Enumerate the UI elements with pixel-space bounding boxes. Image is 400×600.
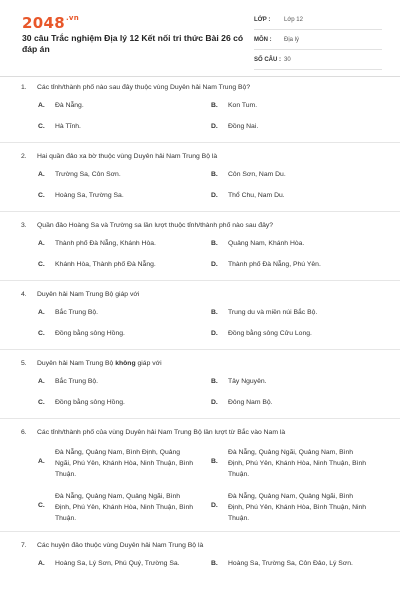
logo-text: 2048	[22, 14, 65, 32]
option-letter: B.	[211, 560, 218, 567]
question-number: 2.	[21, 153, 27, 160]
option-text: Hoàng Sa, Trường Sa.	[55, 192, 124, 199]
option-letter: D.	[211, 261, 218, 268]
question-number: 7.	[21, 542, 27, 549]
question-list	[0, 82, 400, 596]
option-text: Quảng Nam, Khánh Hòa.	[228, 240, 305, 247]
question	[0, 540, 400, 596]
options	[0, 240, 400, 276]
question-stem: Các huyện đảo thuộc vùng Duyên hải Nam Trung Bộ là	[37, 542, 204, 549]
option-text: Đồng bằng sông Cửu Long.	[228, 330, 312, 337]
option-text: Côn Sơn, Nam Du.	[228, 171, 286, 178]
question	[0, 289, 400, 350]
question-text	[0, 82, 400, 102]
page-title: 30 câu Trắc nghiệm Địa lý 12 Kết nối tri thức Bài 26 có đáp án	[22, 33, 244, 54]
meta-value: 30	[284, 57, 291, 63]
option-text: Đồng Nai.	[228, 123, 259, 130]
question-text	[0, 289, 400, 309]
option-text: Bắc Trung Bộ.	[55, 309, 99, 316]
option-text: Kon Tum.	[228, 102, 258, 109]
option-letter: C.	[38, 192, 45, 199]
option-letter: C.	[38, 261, 45, 268]
option-letter: A.	[38, 378, 45, 385]
option-text: Hà Tĩnh.	[55, 123, 81, 130]
question-divider	[0, 531, 400, 532]
option-letter: B.	[211, 102, 218, 109]
meta-value: Lớp 12	[284, 17, 303, 23]
options	[0, 102, 400, 138]
question-stem: Các tỉnh/thành phố nào sau đây thuộc vùng Duyên hải Nam Trung Bộ?	[37, 84, 251, 91]
question-text	[0, 540, 400, 560]
option-text: Bắc Trung Bộ.	[55, 378, 99, 385]
option-letter: D.	[211, 399, 218, 406]
option-text: Đà Nẵng.	[55, 102, 84, 109]
question-divider	[0, 280, 400, 281]
question-stem: Duyên hải Nam Trung Bộ giáp với	[37, 291, 140, 298]
question-divider	[0, 418, 400, 419]
option-text: Đà Nẵng, Quảng Nam, Quảng Ngãi, Bình Định, Phú Yên, Khánh Hòa, Ninh Thuận, Bình Thuận.	[55, 493, 194, 522]
option-letter: B.	[211, 309, 218, 316]
option-text: Đông Nam Bộ.	[228, 399, 273, 406]
question-stem-after: giáp với	[135, 360, 162, 367]
option-text: Thành phố Đà Nẵng, Khánh Hòa.	[55, 240, 156, 247]
option-letter: C.	[38, 399, 45, 406]
option-text: Khánh Hòa, Thành phố Đà Nẵng.	[55, 261, 156, 268]
question	[0, 358, 400, 419]
question-number: 1.	[21, 84, 27, 91]
site-logo[interactable]	[22, 14, 79, 32]
option-text: Thổ Chu, Nam Du.	[228, 192, 285, 199]
options	[0, 309, 400, 345]
question-stem: Quần đảo Hoàng Sa và Trường sa lần lượt thuộc tỉnh/thành phố nào sau đây?	[37, 222, 274, 229]
question-number: 6.	[21, 429, 27, 436]
question-number: 5.	[21, 360, 27, 367]
option-letter: D.	[211, 330, 218, 337]
option-letter: A.	[38, 171, 45, 178]
option-letter: A.	[38, 560, 45, 567]
header	[0, 0, 400, 72]
meta-value: Địa lý	[284, 37, 300, 43]
option-letter: A.	[38, 102, 45, 109]
header-divider	[0, 76, 400, 77]
meta-key: LỚP :	[254, 17, 271, 23]
meta-row-grade	[254, 13, 382, 30]
option-text: Đà Nẵng, Quảng Ngãi, Quảng Nam, Bình Định, Phú Yên, Khánh Hòa, Ninh Thuận, Bình Thuận.	[228, 449, 367, 478]
question-text	[0, 358, 400, 378]
question-number: 3.	[21, 222, 27, 229]
question-text	[0, 151, 400, 171]
question-stem: Các tỉnh/thành phố của vùng Duyên hải Nam Trung Bộ lần lượt từ Bắc vào Nam là	[37, 429, 286, 436]
option-letter: B.	[211, 378, 218, 385]
option-text: Hoàng Sa, Trường Sa, Côn Đảo, Lý Sơn.	[228, 560, 353, 567]
question-divider	[0, 142, 400, 143]
option-letter: C.	[38, 330, 45, 337]
options	[0, 447, 400, 527]
option-text: Trung du và miền núi Bắc Bộ.	[228, 309, 318, 316]
option-letter: D.	[211, 123, 218, 130]
options	[0, 171, 400, 207]
option-letter: A.	[38, 458, 45, 465]
option-letter: C.	[38, 123, 45, 130]
question	[0, 82, 400, 143]
question-stem-emphasis: không	[115, 360, 136, 367]
option-letter: D.	[211, 502, 218, 509]
meta-info	[254, 13, 382, 73]
option-letter: A.	[38, 309, 45, 316]
question-divider	[0, 211, 400, 212]
question	[0, 427, 400, 532]
option-text: Trường Sa, Côn Sơn.	[55, 171, 121, 178]
option-text: Đồng bằng sông Hồng.	[55, 330, 125, 337]
meta-key: SỐ CÂU :	[254, 57, 281, 63]
option-text: Đà Nẵng, Quảng Nam, Bình Định, Quảng Ngãi, Phú Yên, Khánh Hòa, Ninh Thuận, Bình Thuận.	[55, 449, 194, 478]
option-letter: D.	[211, 192, 218, 199]
option-text: Thành phố Đà Nẵng, Phú Yên.	[228, 261, 321, 268]
options	[0, 560, 400, 596]
question-text	[0, 427, 400, 447]
option-letter: B.	[211, 171, 218, 178]
meta-key: MÔN :	[254, 37, 272, 43]
option-text: Tây Nguyên.	[228, 378, 267, 385]
option-letter: A.	[38, 240, 45, 247]
option-text: Hoàng Sa, Lý Sơn, Phú Quý, Trường Sa.	[55, 560, 180, 567]
question-text	[0, 220, 400, 240]
question-divider	[0, 349, 400, 350]
question	[0, 151, 400, 212]
question-number: 4.	[21, 291, 27, 298]
option-text: Đà Nẵng, Quảng Nam, Quảng Ngãi, Bình Định, Phú Yên, Khánh Hòa, Bình Thuận, Ninh Thuận.	[228, 493, 367, 522]
meta-row-count	[254, 53, 382, 70]
option-text: Đồng bằng sông Hồng.	[55, 399, 125, 406]
question-stem-before: Duyên hải Nam Trung Bộ	[37, 360, 116, 367]
option-letter: B.	[211, 458, 218, 465]
option-letter: C.	[38, 502, 45, 509]
option-letter: B.	[211, 240, 218, 247]
logo-suffix: .vn	[65, 14, 80, 22]
question-stem: Hai quần đảo xa bờ thuộc vùng Duyên hải Nam Trung Bộ là	[37, 153, 218, 160]
options	[0, 378, 400, 414]
meta-row-subject	[254, 33, 382, 50]
question	[0, 220, 400, 281]
